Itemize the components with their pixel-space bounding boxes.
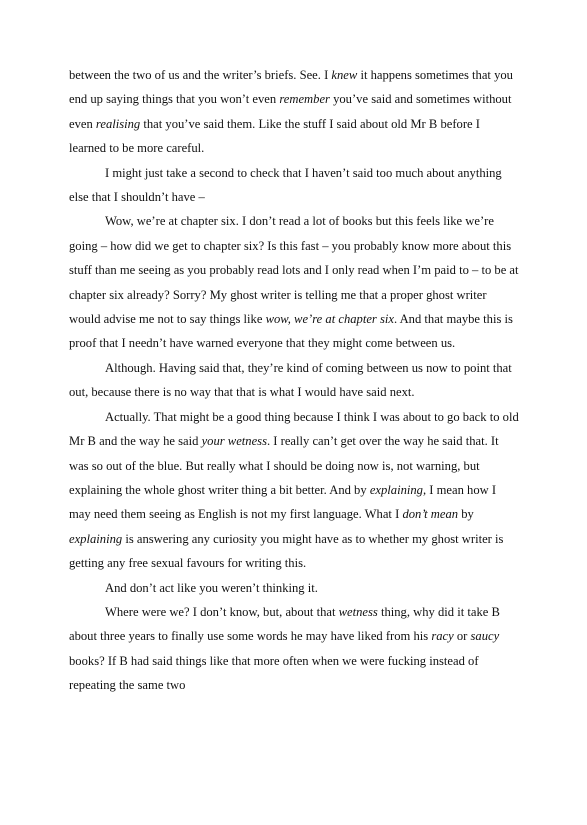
text-run: books? If B had said things like that more often when we were fucking instead of repeating the same two xyxy=(69,653,479,693)
text-run: I mean how I may need them seeing as English is not my first language. What I xyxy=(69,482,497,522)
body-text xyxy=(69,63,519,698)
paragraph-2 xyxy=(69,161,519,210)
text-run: I might just take a second to check that I haven’t said too much about anything else that I shouldn’t have – xyxy=(69,165,502,205)
text-run: Where were we? I don’t know, but, about that xyxy=(105,604,339,619)
emphasis-your-wetness: your wetness xyxy=(201,434,267,449)
text-run: that you’ve said them. Like the stuff I said about old Mr B before I learned to be more careful. xyxy=(69,116,480,156)
text-run: Actually. That might be a good thing because I think I was about to go back to old Mr B and the way he said xyxy=(69,409,519,449)
text-run: Although. Having said that, they’re kind of coming between us now to point that out, because there is no way that that is what I would have said next. xyxy=(69,360,512,400)
emphasis-explaining: explaining xyxy=(69,531,123,546)
emphasis-realising: realising xyxy=(95,116,141,131)
paragraph-1 xyxy=(69,63,519,161)
emphasis-knew: knew xyxy=(331,68,358,82)
text-run: And don’t act like you weren’t thinking it. xyxy=(105,580,318,595)
text-run: . And that maybe this is proof that I needn’t have warned everyone that they might come between us. xyxy=(69,312,513,351)
emphasis-wetness: wetness xyxy=(338,604,378,619)
text-run: is answering any curiosity you might have as to whether my ghost writer is getting any free sexual favours for writing this. xyxy=(69,531,504,571)
text-run: between the two of us and the writer’s briefs. See. I xyxy=(69,68,332,82)
emphasis-saucy: saucy xyxy=(470,629,500,644)
paragraph-5 xyxy=(69,405,519,576)
text-run: it happens sometimes that you end up saying things that you won’t even xyxy=(69,68,513,107)
text-run: Wow, we’re at chapter six. I don’t read a lot of books but this feels like we’re going – how did we get to chapter six? Is this fast – you probably know more about this stuff than me seeing as you probably read lots and I only read when I’m paid to – to be at chapter six already? Sorry? My ghost writer is telling me that a proper ghost writer would advise me not to say things like xyxy=(69,214,519,327)
text-run: you’ve said and sometimes without even xyxy=(69,92,512,131)
paragraph-4 xyxy=(69,356,519,405)
emphasis-racy: racy xyxy=(431,629,454,644)
text-run: thing, why did it take B about three years to finally use some words he may have liked from his xyxy=(69,604,500,644)
emphasis-chapter-six: wow, we’re at chapter six xyxy=(265,312,394,327)
emphasis-remember: remember xyxy=(279,92,330,107)
paragraph-3 xyxy=(69,209,519,355)
paragraph-7 xyxy=(69,600,519,698)
emphasis-dont-mean: don’t mean xyxy=(402,507,459,522)
text-run: . I really can’t get over the way he said that. It was so out of the blue. But really what I should be doing now is, not warning, but explaining the whole ghost writer thing a bit better. And by xyxy=(69,434,499,497)
text-run: or xyxy=(453,629,471,644)
text-run: by xyxy=(458,507,474,522)
paragraph-6 xyxy=(69,576,519,600)
emphasis-explaining: explaining, xyxy=(369,482,427,497)
